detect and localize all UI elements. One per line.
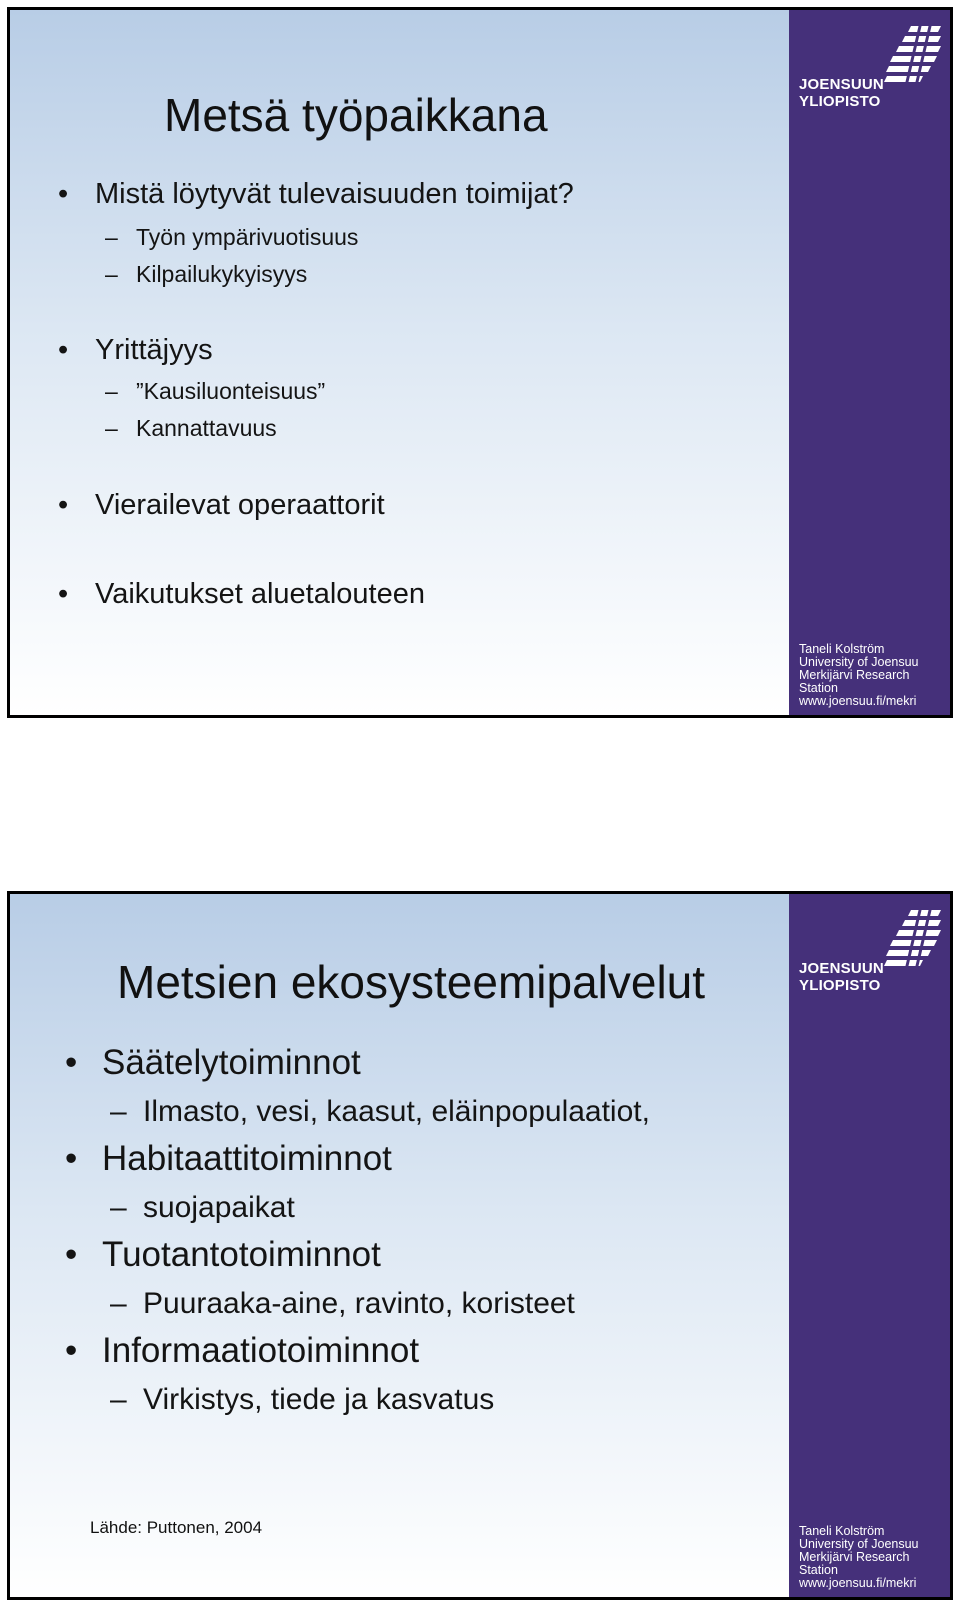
sub-item — [105, 378, 326, 405]
dash-marker: – — [110, 1191, 127, 1224]
logo-line-2: YLIOPISTO — [799, 93, 881, 110]
bullet-marker: • — [65, 1043, 78, 1082]
bullet-text: Habitaattitoiminnot — [102, 1139, 392, 1178]
credit-line: Merkijärvi Research — [799, 668, 910, 682]
slide-sidebar — [789, 894, 950, 1597]
credit-url[interactable]: www.joensuu.fi/mekri — [799, 1576, 917, 1590]
sub-item — [110, 1095, 650, 1129]
logo-line-1: JOENSUUN — [799, 76, 884, 93]
bullet-marker: • — [65, 1139, 78, 1178]
sub-item-text: Virkistys, tiede ja kasvatus — [143, 1383, 495, 1416]
author-credits — [799, 643, 919, 708]
bullet-text: Yrittäjyys — [95, 334, 213, 366]
bullet-marker: • — [58, 578, 69, 610]
credit-line: Merkijärvi Research — [799, 1550, 910, 1564]
sub-item — [105, 261, 308, 288]
bullet-item — [65, 1331, 420, 1371]
bullet-item — [65, 1139, 392, 1179]
bullet-marker: • — [65, 1331, 78, 1370]
bullet-text: Mistä löytyvät tulevaisuuden toimijat? — [95, 178, 574, 210]
sub-item-text: Työn ympärivuotisuus — [136, 224, 359, 250]
dash-marker: – — [105, 378, 118, 404]
source-citation: Lähde: Puttonen, 2004 — [90, 1518, 263, 1537]
sub-item — [110, 1383, 495, 1417]
credit-line: University of Joensuu — [799, 1537, 919, 1551]
bullet-text: Tuotantotoiminnot — [102, 1235, 381, 1274]
university-logo — [799, 24, 944, 114]
university-logo-icon — [881, 24, 943, 94]
bullet-text: Vaikutukset aluetalouteen — [95, 578, 425, 610]
logo-line-1: JOENSUUN — [799, 960, 884, 977]
sub-item-text: Kilpailukykyisyys — [136, 261, 308, 287]
bullet-item — [58, 578, 425, 611]
bullet-item — [58, 178, 574, 211]
logo-line-2: YLIOPISTO — [799, 977, 881, 994]
credit-line: Station — [799, 1563, 838, 1577]
dash-marker: – — [110, 1095, 127, 1128]
bullet-marker: • — [58, 178, 69, 210]
dash-marker: – — [105, 261, 118, 287]
bullet-text: Säätelytoiminnot — [102, 1043, 361, 1082]
bullet-item — [58, 334, 213, 367]
dash-marker: – — [105, 415, 118, 441]
credit-line: Station — [799, 681, 838, 695]
bullet-item — [58, 489, 385, 522]
slide-title: Metsä työpaikkana — [164, 89, 548, 141]
dash-marker: – — [110, 1287, 127, 1320]
sub-item-text: ”Kausiluonteisuus” — [136, 378, 326, 404]
sub-item — [105, 415, 277, 442]
bullet-item — [65, 1235, 381, 1275]
slide-title: Metsien ekosysteemipalvelut — [117, 956, 706, 1008]
university-logo — [799, 908, 944, 998]
credit-url[interactable]: www.joensuu.fi/mekri — [799, 694, 917, 708]
bullet-text: Vierailevat operaattorit — [95, 489, 385, 521]
bullet-marker: • — [65, 1235, 78, 1274]
bullet-marker: • — [58, 489, 69, 521]
dash-marker: – — [110, 1383, 127, 1416]
dash-marker: – — [105, 224, 118, 250]
sub-item-text: suojapaikat — [143, 1191, 295, 1224]
bullet-text: Informaatiotoiminnot — [102, 1331, 420, 1370]
slide-sidebar — [789, 10, 950, 715]
sub-item-text: Puuraaka-aine, ravinto, koristeet — [143, 1287, 575, 1320]
author-credits — [799, 1525, 919, 1590]
credit-line: Taneli Kolström — [799, 1524, 885, 1538]
bullet-marker: • — [58, 334, 69, 366]
sub-item-text: Ilmasto, vesi, kaasut, eläinpopulaatiot, — [143, 1095, 650, 1128]
sub-item — [105, 224, 359, 251]
credit-line: University of Joensuu — [799, 655, 919, 669]
university-logo-icon — [881, 908, 943, 978]
credit-line: Taneli Kolström — [799, 642, 885, 656]
sub-item-text: Kannattavuus — [136, 415, 277, 441]
sub-item — [110, 1287, 575, 1321]
bullet-item — [65, 1043, 361, 1083]
sub-item — [110, 1191, 295, 1225]
